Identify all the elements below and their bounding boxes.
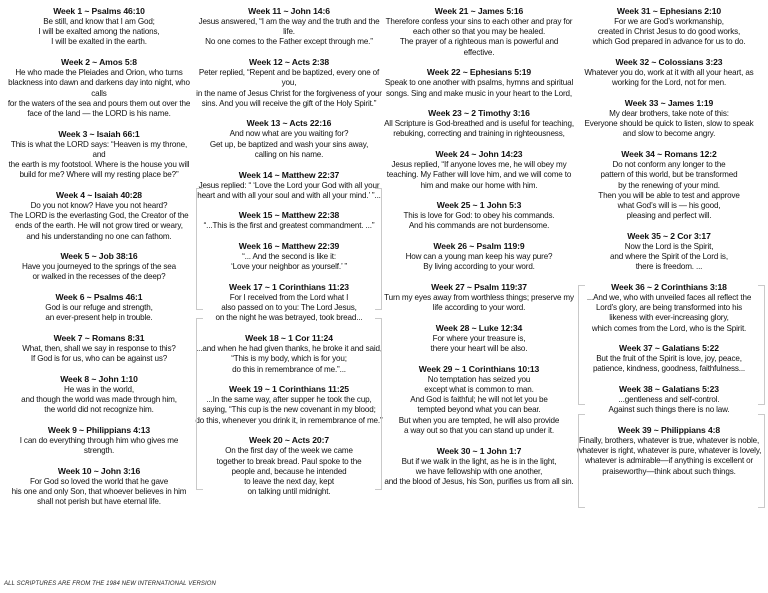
column-1 (4, 6, 194, 588)
verse-entry (4, 374, 194, 416)
verse-entry (194, 333, 384, 375)
verse-title: Week 4 ~ Isaiah 40:28 (56, 189, 142, 200)
verse-text: No temptation has seized you except what is common to man. And God is faithful; he will not let you be tempted beyond what you can bear. But when you are tempted, he will also provide a way out so that you can stand up under it. (398, 374, 560, 435)
verse-title: Week 36 ~ 2 Corinthians 3:18 (611, 281, 727, 292)
verse-entry (4, 333, 194, 364)
verse-title: Week 26 ~ Psalm 119:9 (433, 241, 525, 252)
verse-title: Week 5 ~ Job 38:16 (60, 251, 138, 262)
verse-text: Do you not know? Have you not heard? The LORD is the everlasting God, the Creator of the ends of the earth. He will not grow tired or weary, and his understanding no one can fathom. (9, 200, 189, 241)
verse-title: Week 32 ~ Colossians 3:23 (615, 57, 723, 68)
verse-entry (574, 282, 764, 334)
verse-entry (574, 231, 764, 273)
verse-text: For where your treasure is, there your heart will be also. (430, 333, 528, 354)
verse-entry (4, 129, 194, 181)
verse-text: He was in the world, and though the world was made through him, the world did not recognize him. (21, 384, 177, 415)
verse-entry (194, 57, 384, 109)
verse-text: ...gentleness and self-control. Against such things there is no law. (608, 395, 730, 415)
verse-text: Whatever you do, work at it with all your heart, as working for the Lord, not for men. (584, 68, 754, 88)
verse-entry (4, 251, 194, 282)
verse-title: Week 7 ~ Romans 8:31 (53, 333, 145, 344)
verse-title: Week 20 ~ Acts 20:7 (248, 435, 330, 446)
verse-title: Week 29 ~ 1 Corinthians 10:13 (418, 363, 540, 374)
verse-text: On the first day of the week we came together to break bread. Paul spoke to the people and, because he intended to leave the next day, kept on talking until midnight. (216, 446, 362, 497)
verse-text: Jesus answered, “I am the way and the truth and the life. No one comes to the Father except through me.” (198, 17, 380, 47)
verse-title: Week 16 ~ Matthew 22:39 (238, 241, 340, 252)
verse-title: Week 34 ~ Romans 12:2 (621, 149, 717, 160)
verse-text: What, then, shall we say in response to this? If God is for us, who can be against us? (22, 344, 176, 364)
verse-text: This is love for God: to obey his commands. And his commands are not burdensome. (403, 211, 555, 231)
verse-text: “... And the second is like it: ‘Love your neighbor as yourself.’ ” (231, 252, 347, 272)
verse-text: ...And we, who with unveiled faces all reflect the Lord’s glory, are being transformed into his likeness with ever-increasing glory, which comes from the Lord, who is the Spirit. (586, 292, 752, 333)
verse-text: My dear brothers, take note of this: Everyone should be quick to listen, slow to speak and slow to become angry. (584, 109, 754, 139)
verse-text: Now the Lord is the Spirit, and where the Spirit of the Lord is, there is freedom. ... (610, 241, 728, 272)
verse-entry (574, 6, 764, 48)
verse-entry (4, 466, 194, 508)
verse-entry (384, 149, 574, 191)
verse-text: Turn my eyes away from worthless things; preserve my life according to your word. (384, 293, 574, 313)
verse-title: Week 37 ~ Galatians 5:22 (619, 343, 719, 354)
verse-text: How can a young man keep his way pure? By living according to your word. (405, 252, 553, 272)
verse-text: ...and when he had given thanks, he broke it and said, “This is my body, which is for you; do this in remembrance of me.”... (196, 344, 382, 374)
footer-note: ALL SCRIPTURES ARE FROM THE 1984 NEW INTERNATIONAL VERSION (4, 581, 216, 587)
column-4 (574, 6, 764, 588)
verse-title: Week 3 ~ Isaiah 66:1 (58, 128, 140, 139)
verse-text: For we are God’s workmanship, created in Christ Jesus to do good works, which God prepared in advance for us to do. (592, 17, 746, 47)
column-2 (194, 6, 384, 588)
verse-text: Jesus replied: “ ‘Love the Lord your God with all your heart and with all your soul and with all your mind.’ ”... (197, 180, 381, 200)
verse-title: Week 18 ~ 1 Cor 11:24 (245, 333, 333, 344)
verse-title: Week 23 ~ 2 Timothy 3:16 (428, 108, 530, 119)
verse-entry (384, 446, 574, 488)
verse-entry (384, 364, 574, 436)
verse-entry (194, 282, 384, 324)
verse-entry (4, 190, 194, 242)
verse-title: Week 2 ~ Amos 5:8 (61, 57, 137, 68)
column-3 (384, 6, 574, 588)
verse-entry (384, 6, 574, 58)
verse-text: Be still, and know that I am God; I will be exalted among the nations, I will be exalted in the earth. (38, 17, 160, 47)
verse-text: He who made the Pleiades and Orion, who turns blackness into dawn and darkens day into night, who calls for the waters of the sea and pours them out over the face of the land — the LORD is his name. (7, 68, 191, 118)
verse-entry (574, 57, 764, 88)
verse-entry (194, 210, 384, 231)
verse-entry (574, 384, 764, 415)
verse-text: Finally, brothers, whatever is true, whatever is noble, whatever is right, whatever is pure, whatever is lovely, whatever is admirable—if anything is excellent or praiseworthy—think about such things. (576, 436, 762, 476)
verse-text: All Scripture is God-breathed and is useful for teaching, rebuking, correcting and training in righteousness, (384, 119, 574, 139)
verse-text: ...In the same way, after supper he took the cup, saying, “This cup is the new covenant in my blood; do this, whenever you drink it, in remembrance of me.” (195, 395, 383, 425)
verse-title: Week 35 ~ 2 Cor 3:17 (627, 230, 711, 241)
verse-title: Week 13 ~ Acts 22:16 (246, 118, 332, 129)
verse-title: Week 6 ~ Psalms 46:1 (55, 292, 143, 303)
verse-title: Week 39 ~ Philippians 4:8 (617, 425, 721, 436)
verse-title: Week 24 ~ John 14:23 (435, 149, 523, 160)
verse-entry (384, 323, 574, 354)
scripture-sheet (4, 6, 764, 588)
verse-entry (384, 108, 574, 139)
verse-title: Week 17 ~ 1 Corinthians 11:23 (229, 282, 349, 293)
verse-entry (384, 67, 574, 98)
verse-title: Week 19 ~ 1 Corinthians 11:25 (229, 384, 349, 395)
verse-text: Therefore confess your sins to each other and pray for each other so that you may be healed. The prayer of a righteous man is powerful and effective. (385, 17, 573, 57)
verse-text: I can do everything through him who gives me strength. (19, 436, 179, 456)
verse-text: But the fruit of the Spirit is love, joy, peace, patience, kindness, goodness, faithfulness... (592, 354, 746, 374)
verse-title: Week 25 ~ 1 John 5:3 (436, 200, 522, 211)
verse-title: Week 30 ~ 1 John 1:7 (436, 445, 522, 456)
verse-entry (384, 200, 574, 231)
verse-text: For God so loved the world that he gave his one and only Son, that whoever believes in him shall not perish but have eternal life. (11, 476, 187, 507)
verse-title: Week 28 ~ Luke 12:34 (435, 322, 523, 333)
verse-title: Week 15 ~ Matthew 22:38 (238, 210, 340, 221)
verse-entry (194, 118, 384, 160)
verse-title: Week 14 ~ Matthew 22:37 (238, 169, 340, 180)
verse-entry (4, 6, 194, 48)
verse-title: Week 27 ~ Psalm 119:37 (431, 282, 527, 293)
verse-title: Week 10 ~ John 3:16 (57, 465, 141, 476)
verse-entry (4, 57, 194, 119)
verse-entry (194, 241, 384, 272)
verse-title: Week 33 ~ James 1:19 (624, 98, 714, 109)
verse-text: Peter replied, “Repent and be baptized, every one of you, in the name of Jesus Christ for the forgiveness of your sins. And you will receive the gift of the Holy Spirit.” (196, 68, 382, 108)
verse-entry (4, 425, 194, 456)
verse-text: God is our refuge and strength, an ever-present help in trouble. (45, 303, 153, 323)
verse-title: Week 11 ~ John 14:6 (248, 6, 330, 16)
verse-text: “...This is the first and greatest commandment. ...” (203, 221, 375, 231)
verse-entry (574, 425, 764, 477)
verse-title: Week 31 ~ Ephesians 2:10 (616, 6, 722, 16)
verse-entry (384, 282, 574, 313)
verse-entry (194, 384, 384, 426)
verse-title: Week 38 ~ Galatians 5:23 (619, 384, 719, 395)
verse-text: This is what the LORD says: “Heaven is my throne, and the earth is my footstool. Where is the house you will build for me? Where will my resting place be?” (8, 139, 190, 180)
verse-text: But if we walk in the light, as he is in the light, we have fellowship with one another, and the blood of Jesus, his Son, purifies us from all sin. (384, 456, 574, 486)
verse-entry (194, 435, 384, 497)
verse-entry (194, 6, 384, 48)
verse-text: For I received from the Lord what I also passed on to you: The Lord Jesus, on the night he was betrayed, took bread... (215, 293, 363, 323)
verse-entry (384, 241, 574, 272)
verse-entry (574, 343, 764, 374)
verse-title: Week 12 ~ Acts 2:38 (248, 57, 330, 68)
verse-title: Week 1 ~ Psalms 46:10 (53, 6, 145, 16)
verse-entry (574, 98, 764, 140)
verse-text: Jesus replied, “If anyone loves me, he will obey my teaching. My Father will love him, and we will come to him and make our home with him. (386, 160, 572, 190)
verse-text: Have you journeyed to the springs of the sea or walked in the recesses of the deep? (21, 262, 177, 282)
verse-text: And now what are you waiting for? Get up, be baptized and wash your sins away, calling on his name. (209, 129, 369, 159)
verse-text: Speak to one another with psalms, hymns and spiritual songs. Sing and make music in your heart to the Lord, (384, 78, 574, 98)
verse-title: Week 21 ~ James 5:16 (434, 6, 524, 16)
verse-title: Week 9 ~ Philippians 4:13 (47, 425, 151, 436)
verse-title: Week 8 ~ John 1:10 (60, 373, 138, 384)
verse-entry (4, 292, 194, 323)
verse-entry (194, 170, 384, 201)
verse-entry (574, 149, 764, 221)
verse-title: Week 22 ~ Ephesians 5:19 (426, 67, 532, 78)
verse-text: Do not conform any longer to the pattern of this world, but be transformed by the renewing of your mind. Then you will be able to test and approve what God’s will is — his good, pleasing and perfect will. (598, 160, 740, 221)
